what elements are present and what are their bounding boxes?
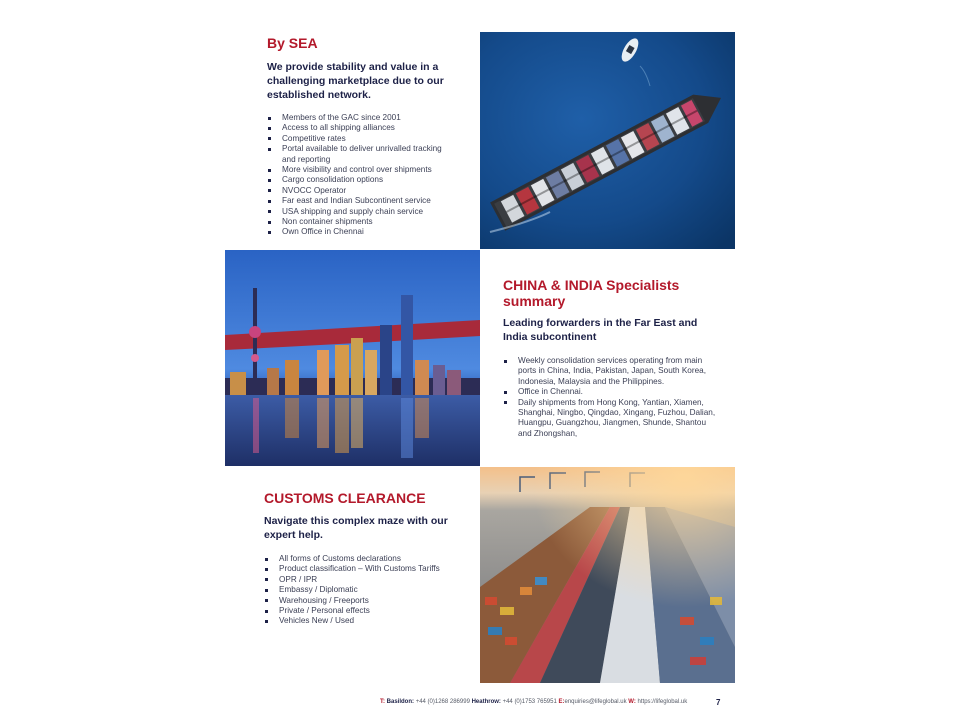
email-link[interactable]: enquiries@lifeglobal.uk xyxy=(564,699,627,705)
basildon-phone[interactable]: +44 (0)1268 286999 xyxy=(415,699,470,705)
heathrow-phone[interactable]: +44 (0)1753 765951 xyxy=(502,699,557,705)
basildon-label: Basildon: xyxy=(386,699,415,705)
china-subtitle: Leading forwarders in the Far East and India subcontinent xyxy=(503,317,698,343)
list-item: Own Office in Chennai xyxy=(267,227,452,237)
list-item: NVOCC Operator xyxy=(267,186,452,196)
list-item: Office in Chennai. xyxy=(503,387,718,397)
list-item: OPR / IPR xyxy=(264,575,454,585)
list-item: Private / Personal effects xyxy=(264,606,454,616)
phone-label: T: xyxy=(380,699,385,705)
sea-subtitle: We provide stability and value in a challenging marketplace due to our established network. xyxy=(267,61,444,101)
list-item: Members of the GAC since 2001 xyxy=(267,113,452,123)
list-item: USA shipping and supply chain service xyxy=(267,207,452,217)
shanghai-skyline-photo xyxy=(225,250,480,466)
footer-contact xyxy=(380,699,687,705)
china-list xyxy=(503,356,718,439)
list-item: More visibility and control over shipments xyxy=(267,165,452,175)
list-item: All forms of Customs declarations xyxy=(264,554,454,564)
customs-list xyxy=(264,554,454,627)
customs-subtitle: Navigate this complex maze with our expert help. xyxy=(264,515,448,541)
list-item: Portal available to deliver unrivalled tracking and reporting xyxy=(267,144,452,165)
list-item: Vehicles New / Used xyxy=(264,616,454,626)
heathrow-label: Heathrow: xyxy=(471,699,501,705)
container-port-photo xyxy=(480,467,735,683)
sea-list xyxy=(267,113,452,238)
website-link[interactable]: https://lifeglobal.uk xyxy=(637,699,688,705)
page-number: 7 xyxy=(716,698,721,707)
customs-title: CUSTOMS CLEARANCE xyxy=(264,490,426,506)
email-label: E: xyxy=(558,699,565,705)
list-item: Cargo consolidation options xyxy=(267,175,452,185)
list-item: Product classification – With Customs Tariffs xyxy=(264,564,454,574)
sea-title: By SEA xyxy=(267,35,318,51)
list-item: Access to all shipping alliances xyxy=(267,123,452,133)
list-item: Embassy / Diplomatic xyxy=(264,585,454,595)
list-item: Far east and Indian Subcontinent service xyxy=(267,196,452,206)
list-item: Competitive rates xyxy=(267,134,452,144)
list-item: Weekly consolidation services operating from main ports in China, India, Pakistan, Japan, South Korea, Indonesia, Malaysia and the Philippines. xyxy=(503,356,718,387)
china-title: CHINA & INDIA Specialists summary xyxy=(503,277,680,309)
web-label: W: xyxy=(628,699,636,705)
list-item: Warehousing / Freeports xyxy=(264,596,454,606)
container-ship-photo xyxy=(480,32,735,249)
list-item: Daily shipments from Hong Kong, Yantian, Xiamen, Shanghai, Ningbo, Qingdao, Xingang, Fuzhou, Dalian, Huangpu, Guangzhou, Jiangmen, Shunde, Shantou and Zhongshan, xyxy=(503,398,718,440)
list-item: Non container shipments xyxy=(267,217,452,227)
